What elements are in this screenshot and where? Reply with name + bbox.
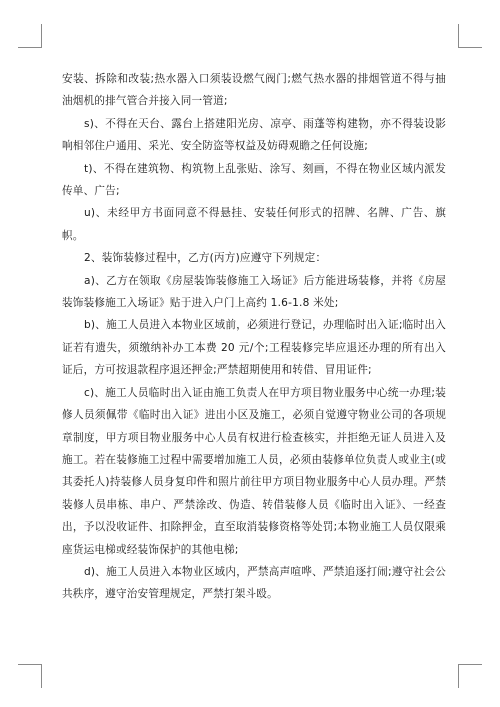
crop-mark-bottom-right-h [458, 664, 482, 665]
document-body [62, 68, 446, 606]
crop-mark-bottom-right-v [458, 664, 459, 688]
paragraph-item-b: b)、施工人员进入本物业区域前，必须进行登记，办理临时出入证;临时出入证若有遗失，须缴纳补办工本费 20 元/个;工程装修完毕应退还办理的所有出入证后，方可按退款程序退还押金;严禁超期使用和转借、冒用证件; [62, 319, 446, 377]
crop-mark-bottom-left-h [18, 664, 42, 665]
paragraph-section-2: 2、装饰装修过程中，乙方(丙方)应遵守下列规定： [84, 252, 327, 265]
paragraph-item-s: s)、不得在天台、露台上搭建阳光房、凉亭、雨蓬等构建物，亦不得装设影响相邻住户通用、采光、安全防盗等权益及妨碍观瞻之任何设施; [62, 117, 446, 153]
crop-mark-top-right-h [458, 47, 482, 48]
crop-mark-bottom-left-v [41, 664, 42, 688]
crop-mark-top-left-v [41, 24, 42, 48]
crop-mark-top-right-v [458, 24, 459, 48]
paragraph-item-a: a)、乙方在领取《房屋装饰装修施工入场证》后方能进场装修，并将《房屋装饰装修施工入场证》贴于进入户门上高约 1.6-1.8 米处; [62, 274, 446, 310]
paragraph-item-t: t)、不得在建筑物、构筑物上乱张贴、涂写、刻画，不得在物业区域内派发传单、广告; [62, 162, 446, 198]
paragraph-item-u: u)、未经甲方书面同意不得悬挂、安装任何形式的招牌、名牌、广告、旗帜。 [62, 207, 446, 242]
crop-mark-top-left-h [18, 47, 42, 48]
paragraph-item-c: c)、施工人员临时出入证由施工负责人在甲方项目物业服务中心统一办理;装修人员须佩带《临时出入证》进出小区及施工，必须自觉遵守物业公司的各项规章制度，甲方项目物业服务中心人员有权进行检查核实，并拒绝无证人员进入及施工。若在装修施工过程中需要增加施工人员，必须由装修单位负责人或业主(或其委托人)持装修人员身复印件和照片前往甲方项目物业服务中心人员办理。严禁装修人员串栋、串户、严禁涂改、伪造、转借装修人员《临时出入证》、一经查出，予以没收证件、扣除押金，直至取消装修资格等处罚;本物业施工人员仅限乘座货运电梯或经装饰保护的其他电梯; [62, 386, 446, 556]
paragraph-item-d: d)、施工人员进入本物业区域内，严禁高声喧哗、严禁追逐打闹;遵守社会公共秩序，遵守治安管理规定，严禁打架斗殴。 [62, 565, 446, 601]
paragraph-continuation: 安装、拆除和改装;热水器入口须装设燃气阀门;燃气热水器的排烟管道不得与抽油烟机的排气管合并接入同一管道; [62, 73, 446, 108]
